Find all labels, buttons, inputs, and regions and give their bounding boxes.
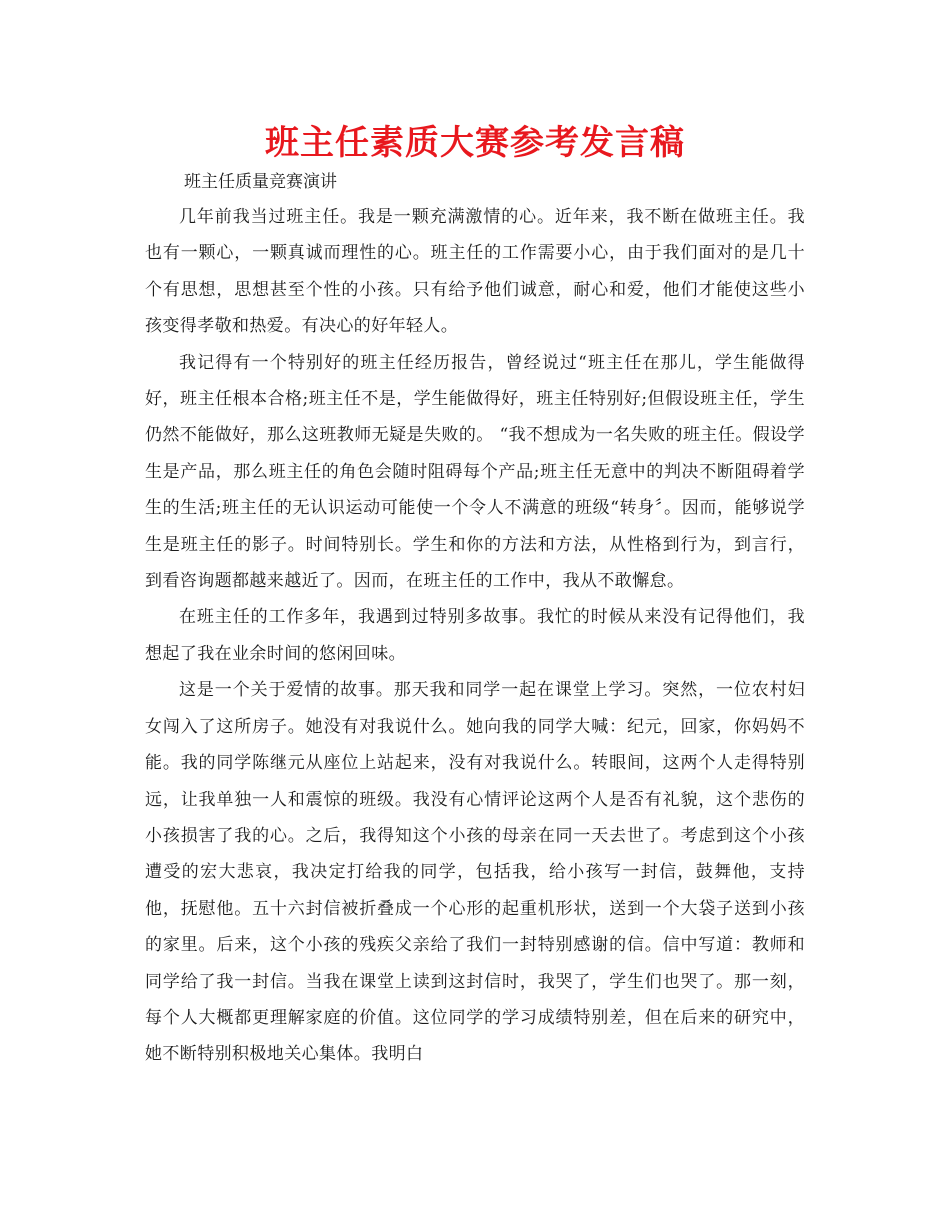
paragraph-2: 我记得有一个特别好的班主任经历报告，曾经说过“班主任在那儿，学生能做得好，班主任根本合格;班主任不是，学生能做得好，班主任特别好;但假设班主任，学生仍然不能做好，那么这班教师无疑是失败的。 “我不想成为一名失败的班主任。假设学生是产品，那么班主任的角色会随时阻碍每个产品;班主任无意中的判决不断阻碍着学生的生活;班主任的无认识运动可能使一个令人不满意的班级“转身〞。因而，能够说学生是班主任的影子。时间特别长。学生和你的方法和方法，从性格到行为，到言行，到看咨询题都越来越近了。因而，在班主任的工作中，我从不敢懈怠。: [145, 352, 805, 592]
document-subtitle: 班主任质量竞赛演讲: [184, 172, 337, 192]
document-body: [145, 199, 805, 1073]
paragraph-3: 在班主任的工作多年，我遇到过特别多故事。我忙的时候从来没有记得他们，我想起了我在业余时间的悠闲回味。: [145, 607, 805, 664]
paragraph-4: 这是一个关于爱情的故事。那天我和同学一起在课堂上学习。突然，一位农村妇女闯入了这所房子。她没有对我说什么。她向我的同学大喊：纪元，回家，你妈妈不能。我的同学陈继元从座位上站起来，没有对我说什么。转眼间，这两个人走得特别远，让我单独一人和震惊的班级。我没有心情评论这两个人是否有礼貌，这个悲伤的小孩损害了我的心。之后，我得知这个小孩的母亲在同一天去世了。考虑到这个小孩遭受的宏大悲哀，我决定打给我的同学，包括我，给小孩写一封信，鼓舞他，支持他，抚慰他。五十六封信被折叠成一个心形的起重机形状，送到一个大袋子送到小孩的家里。后来，这个小孩的残疾父亲给了我们一封特别感谢的信。信中写道：教师和同学给了我一封信。当我在课堂上读到这封信时，我哭了，学生们也哭了。那一刻，每个人大概都更理解家庭的价值。这位同学的学习成绩特别差，但在后来的研究中，她不断特别积极地关心集体。我明白: [145, 680, 805, 1065]
document-title: 班主任素质大赛参考发言稿: [265, 123, 685, 163]
paragraph-1: 几年前我当过班主任。我是一颗充满激情的心。近年来，我不断在做班主任。我也有一颗心，一颗真诚而理性的心。班主任的工作需要小心，由于我们面对的是几十个有思想，思想甚至个性的小孩。只有给予他们诚意，耐心和爱，他们才能使这些小孩变得孝敬和热爱。有决心的好年轻人。: [145, 207, 805, 337]
